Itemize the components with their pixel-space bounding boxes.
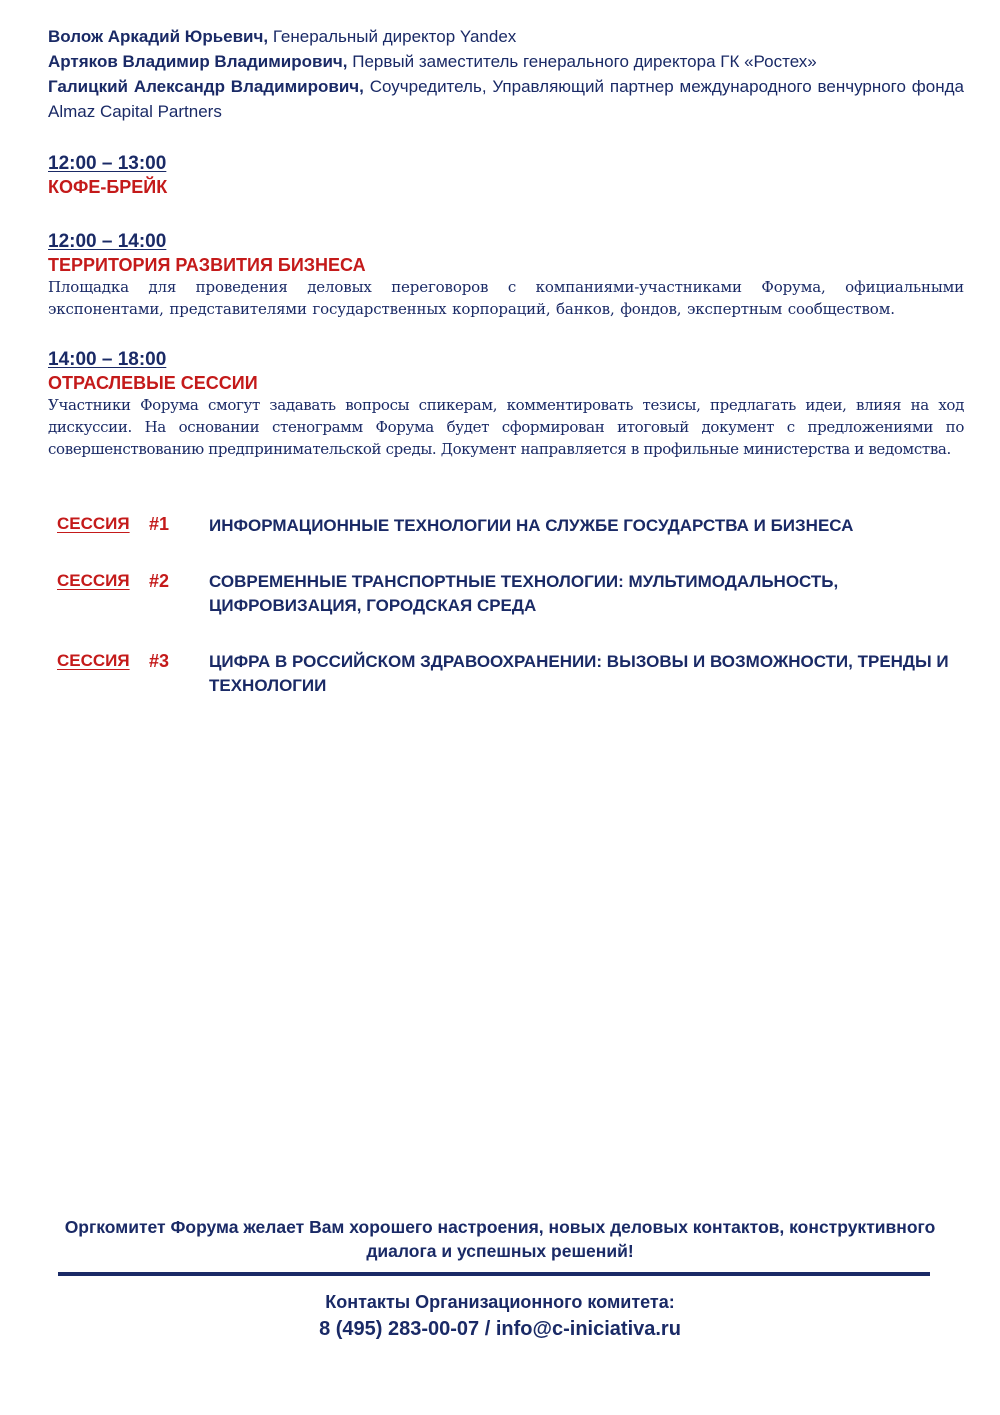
footer-divider xyxy=(58,1272,930,1276)
block-time: 12:00 – 13:00 xyxy=(48,153,167,174)
session-1 xyxy=(57,512,957,536)
speaker-name: Галицкий Александр Владимирович, xyxy=(48,77,364,96)
block-time: 12:00 – 14:00 xyxy=(48,231,167,252)
block-title: КОФЕ-БРЕЙК xyxy=(48,177,168,197)
industry-sessions-block xyxy=(48,348,964,460)
speaker-role: Первый заместитель генерального директора ГК «Ростех» xyxy=(347,52,817,71)
block-title: ОТРАСЛЕВЫЕ СЕССИИ xyxy=(48,373,258,393)
organizers-message: Оргкомитет Форума желает Вам хорошего настроения, новых деловых контактов, конструктивного диалога и успешных решений! xyxy=(64,1217,936,1261)
speaker-volozh xyxy=(48,24,964,49)
block-description: Участники Форума смогут задавать вопросы спикерам, комментировать тезисы, предлагать идеи, влияя на ход дискуссии. На основании стенограмм Форума будет сформирован итоговый документ с предложениями по совершенствованию предпринимательской среды. Документ направляется в профильные министерства и ведомства. xyxy=(48,396,964,458)
speaker-role: Генеральный директор Yandex xyxy=(268,27,517,46)
program-page xyxy=(48,24,964,460)
speaker-name: Артяков Владимир Владимирович, xyxy=(48,52,348,71)
session-2 xyxy=(57,568,957,615)
contacts-title: Контакты Организационного комитета: xyxy=(325,1292,675,1312)
speaker-galitsky xyxy=(48,74,964,124)
session-number: #1 xyxy=(149,514,170,534)
block-title: ТЕРРИТОРИЯ РАЗВИТИЯ БИЗНЕСА xyxy=(48,255,366,275)
session-title: ЦИФРА В РОССИЙСКОМ ЗДРАВООХРАНЕНИИ: ВЫЗОВЫ И ВОЗМОЖНОСТИ, ТРЕНДЫ И ТЕХНОЛОГИИ xyxy=(209,652,949,695)
session-3 xyxy=(57,648,957,695)
speaker-name: Волож Аркадий Юрьевич, xyxy=(48,27,269,46)
session-label: СЕССИЯ xyxy=(57,514,130,533)
coffee-break-block xyxy=(48,152,964,198)
speaker-role: Соучредитель, Управляющий партнер международного венчурного фонда Almaz Capital Partners xyxy=(48,77,964,121)
session-title: СОВРЕМЕННЫЕ ТРАНСПОРТНЫЕ ТЕХНОЛОГИИ: МУЛЬТИМОДАЛЬНОСТЬ, ЦИФРОВИЗАЦИЯ, ГОРОДСКАЯ СРЕДА xyxy=(209,572,839,615)
block-description: Площадка для проведения деловых переговоров с компаниями-участниками Форума, официальными экспонентами, представителями государственных корпораций, банков, фондов, экспертным сообществом. xyxy=(48,278,964,318)
contacts-line: 8 (495) 283-00-07 / info@c-iniciativa.ru xyxy=(319,1318,681,1340)
block-time: 14:00 – 18:00 xyxy=(48,349,167,370)
business-territory-block xyxy=(48,230,964,320)
session-label: СЕССИЯ xyxy=(57,651,130,670)
speaker-artyakov xyxy=(48,49,964,74)
session-title: ИНФОРМАЦИОННЫЕ ТЕХНОЛОГИИ НА СЛУЖБЕ ГОСУДАРСТВА И БИЗНЕСА xyxy=(209,516,854,535)
speakers-list xyxy=(48,24,964,124)
session-number: #2 xyxy=(149,571,170,591)
session-label: СЕССИЯ xyxy=(57,571,130,590)
session-number: #3 xyxy=(149,651,170,671)
